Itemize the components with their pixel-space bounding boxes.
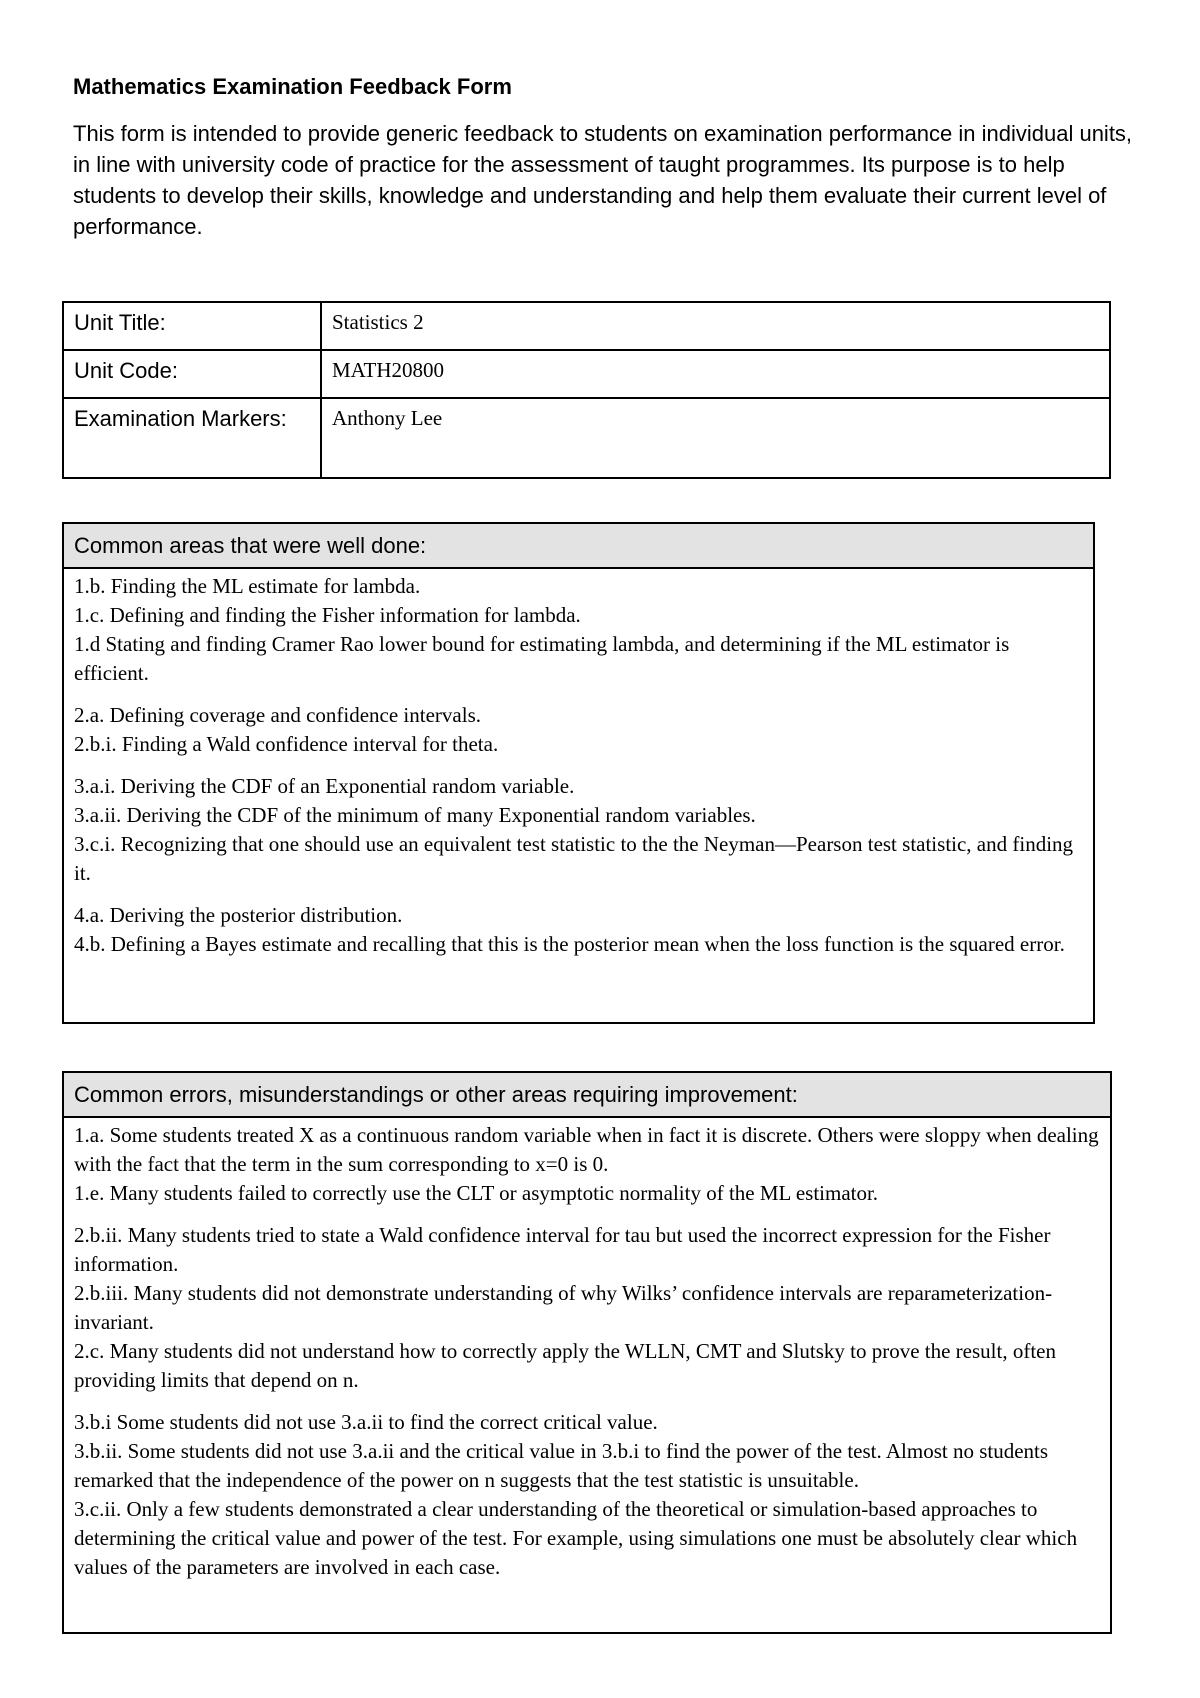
feedback-item: 3.b.ii. Some students did not use 3.a.ii and the critical value in 3.b.i to find the power of the test. Almost no students remarked that the independence of the power on n suggests that the test statistic is unsuitable. — [74, 1439, 1049, 1492]
errors-box — [62, 1071, 1112, 1634]
feedback-group — [74, 701, 1083, 759]
examination-markers-label: Examination Markers: — [63, 398, 321, 478]
feedback-group — [74, 1221, 1100, 1395]
feedback-item: 1.b. Finding the ML estimate for lambda. — [74, 574, 421, 598]
feedback-item: 3.c.i. Recognizing that one should use an equivalent test statistic to the the Neyman—Pearson test statistic, and finding it. — [74, 832, 1074, 885]
feedback-item: 1.d Stating and finding Cramer Rao lower bound for estimating lambda, and determining if the ML estimator is efficient. — [74, 632, 1010, 685]
unit-code-label: Unit Code: — [63, 350, 321, 398]
feedback-group — [74, 772, 1083, 888]
unit-code-row — [63, 350, 1110, 398]
feedback-item: 2.c. Many students did not understand how to correctly apply the WLLN, CMT and Slutsky to prove the result, often providing limits that depend on n. — [74, 1339, 1056, 1392]
form-title: Mathematics Examination Feedback Form — [73, 74, 512, 99]
well-done-heading: Common areas that were well done: — [64, 524, 1093, 569]
feedback-group — [74, 1408, 1100, 1582]
feedback-item: 1.c. Defining and finding the Fisher information for lambda. — [74, 603, 581, 627]
examination-markers-value: Anthony Lee — [321, 398, 1110, 478]
feedback-item: 2.b.i. Finding a Wald confidence interval for theta. — [74, 732, 499, 756]
unit-code-value: MATH20800 — [321, 350, 1110, 398]
errors-heading: Common errors, misunderstandings or other areas requiring improvement: — [64, 1073, 1110, 1118]
feedback-item: 4.b. Defining a Bayes estimate and recalling that this is the posterior mean when the loss function is the squared error. — [74, 932, 1065, 956]
feedback-item: 2.a. Defining coverage and confidence intervals. — [74, 703, 481, 727]
feedback-group — [74, 901, 1083, 959]
feedback-item: 3.c.ii. Only a few students demonstrated a clear understanding of the theoretical or simulation-based approaches to determining the critical value and power of the test. For example, using simulations one must be absolutely clear which values of the parameters are involved in each case. — [74, 1497, 1078, 1579]
feedback-group — [74, 1121, 1100, 1208]
unit-title-label: Unit Title: — [63, 302, 321, 350]
feedback-item: 2.b.ii. Many students tried to state a Wald confidence interval for tau but used the incorrect expression for the Fisher information. — [74, 1223, 1051, 1276]
unit-title-row — [63, 302, 1110, 350]
feedback-item: 1.a. Some students treated X as a continuous random variable when in fact it is discrete. Others were sloppy when dealing with the fact that the term in the sum corresponding to x=0 is 0. — [74, 1123, 1099, 1176]
feedback-item: 1.e. Many students failed to correctly use the CLT or asymptotic normality of the ML estimator. — [74, 1181, 879, 1205]
unit-info-table — [62, 301, 1111, 479]
feedback-group — [74, 572, 1083, 688]
intro-text: This form is intended to provide generic feedback to students on examination performance in individual units, in line with university code of practice for the assessment of taught programmes. Its purpose is to help students to develop their skills, knowledge and understanding and help them evaluate their current level of performance. — [73, 121, 1133, 239]
well-done-box — [62, 522, 1095, 1024]
errors-body — [64, 1118, 1110, 1582]
examination-markers-row — [63, 398, 1110, 478]
feedback-item: 2.b.iii. Many students did not demonstrate understanding of why Wilks’ confidence intervals are reparameterization-invariant. — [74, 1281, 1053, 1334]
unit-title-value: Statistics 2 — [321, 302, 1110, 350]
well-done-body — [64, 569, 1093, 959]
feedback-item: 3.b.i Some students did not use 3.a.ii to find the correct critical value. — [74, 1410, 658, 1434]
feedback-item: 3.a.ii. Deriving the CDF of the minimum of many Exponential random variables. — [74, 803, 756, 827]
feedback-item: 3.a.i. Deriving the CDF of an Exponential random variable. — [74, 774, 575, 798]
feedback-item: 4.a. Deriving the posterior distribution. — [74, 903, 403, 927]
